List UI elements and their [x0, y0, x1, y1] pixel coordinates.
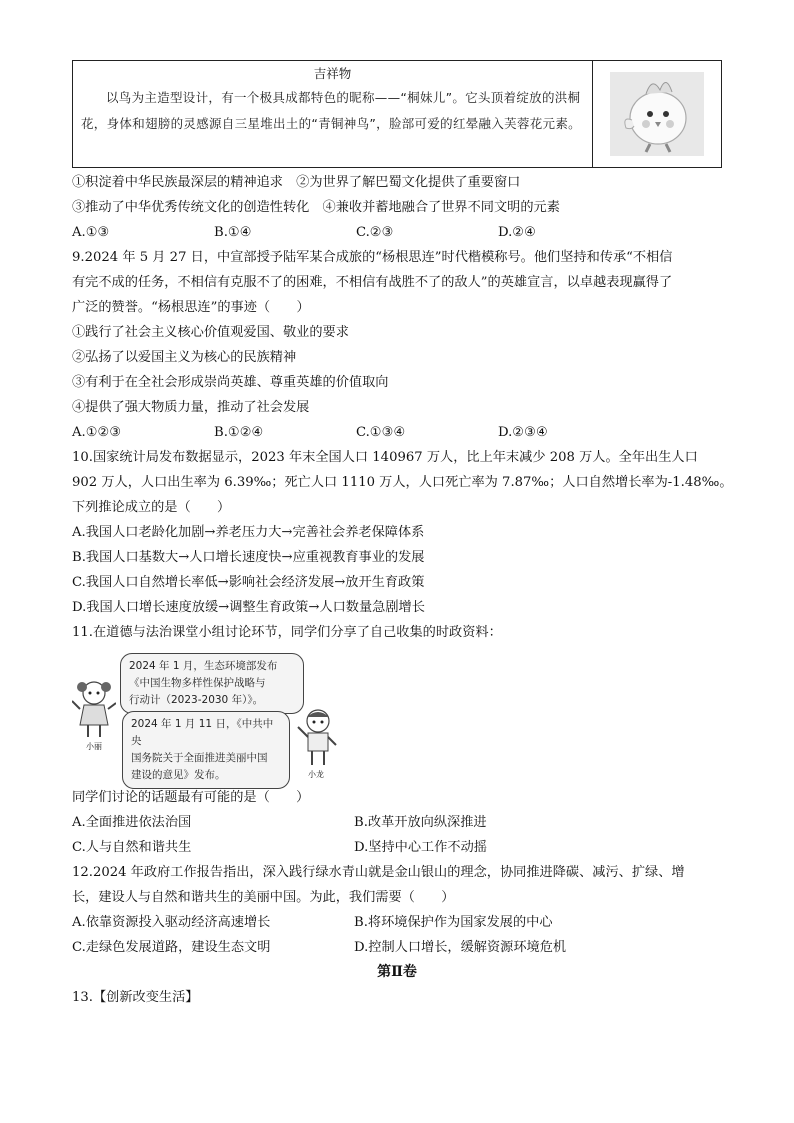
q9-item-1: ①践行了社会主义核心价值观爱国、敬业的要求	[72, 325, 349, 340]
q11-stem: 11.在道德与法治课堂小组讨论环节，同学们分享了自己收集的时政资料：	[72, 625, 502, 640]
kid1-label: 小丽	[86, 742, 102, 751]
q9-option-c[interactable]: C.①③④	[356, 425, 406, 440]
q10-stem-line-3: 下列推论成立的是（ ）	[72, 500, 231, 515]
q8-item-2: ③推动了中华优秀传统文化的创造性转化 ④兼收并蓄地融合了世界不同文明的元素	[72, 200, 560, 215]
q10-option-b[interactable]: B.我国人口基数大→人口增长速度快→应重视教育事业的发展	[72, 550, 425, 565]
mascot-title: 吉祥物	[313, 66, 352, 81]
q8-option-d[interactable]: D.②④	[498, 225, 536, 240]
q9-item-3: ③有利于在全社会形成崇尚英雄、尊重英雄的价值取向	[72, 375, 389, 390]
q11-question: 同学们讨论的话题最有可能的是（ ）	[72, 790, 310, 805]
mascot-box	[72, 60, 722, 168]
q11-options-row-1	[72, 810, 722, 835]
bubble2-line-1: 2024 年 1 月 11 日，《中共中央	[131, 718, 274, 747]
q9-stem-line-2: 有完不成的任务，不相信有克服不了的困难，不相信有战胜不了的敌人”的英雄宣言，以卓越表现赢得了	[72, 275, 673, 290]
q12-option-a[interactable]: A.依靠资源投入驱动经济高速增长	[72, 915, 271, 930]
q11-option-d[interactable]: D.坚持中心工作不动摇	[354, 840, 487, 855]
bird-mascot-icon	[602, 68, 712, 160]
mascot-image-cell	[593, 61, 721, 167]
q12-stem-line-2: 长，建设人与自然和谐共生的美丽中国。为此，我们需要（ ）	[72, 890, 455, 905]
q12-options-row-2	[72, 935, 722, 960]
mascot-text-cell	[73, 61, 593, 167]
q12-stem-line-1: 12.2024 年政府工作报告指出，深入践行绿水青山就是金山银山的理念，协同推进降碳、减污、扩绿、增	[72, 865, 685, 880]
q9-option-a[interactable]: A.①②③	[72, 425, 122, 440]
q8-options	[72, 220, 722, 245]
q8-item-1: ①积淀着中华民族最深层的精神追求 ②为世界了解巴蜀文化提供了重要窗口	[72, 175, 521, 190]
q13-heading: 13.【创新改变生活】	[72, 990, 199, 1005]
exam-page	[72, 60, 733, 1010]
q10-option-a[interactable]: A.我国人口老龄化加剧→养老压力大→完善社会养老保障体系	[72, 525, 425, 540]
q8-option-c[interactable]: C.②③	[356, 225, 394, 240]
q9-item-4: ④提供了强大物质力量，推动了社会发展	[72, 400, 310, 415]
q10-stem-line-2: 902 万人，人口出生率为 6.39‰；死亡人口 1110 万人，人口死亡率为 7.87‰；人口自然增长率为-1.48‰。	[72, 475, 733, 490]
q10-option-c[interactable]: C.我国人口自然增长率低→影响社会经济发展→放开生育政策	[72, 575, 425, 590]
section-title: 第Ⅱ卷	[377, 964, 417, 980]
q10-stem-line-1: 10.国家统计局发布数据显示，2023 年末全国人口 140967 万人，比上年末减少 208 万人。全年出生人口	[72, 450, 698, 465]
q9-item-2: ②弘扬了以爱国主义为核心的民族精神	[72, 350, 297, 365]
q11-option-c[interactable]: C.人与自然和谐共生	[72, 840, 192, 855]
q12-option-b[interactable]: B.将环境保护作为国家发展的中心	[354, 915, 553, 930]
q11-options-row-2	[72, 835, 722, 860]
q10-option-d[interactable]: D.我国人口增长速度放缓→调整生育政策→人口数量急剧增长	[72, 600, 425, 615]
q12-options-row-1	[72, 910, 722, 935]
bubble1-line-3: 行动计（2023-2030 年）》。	[129, 694, 264, 706]
mascot-description: 以鸟为主造型设计，有一个极具成都特色的昵称——“桐妹儿”。它头顶着绽放的洪桐花，身体和翅膀的灵感源自三星堆出土的“青铜神鸟”，脸部可爱的红晕融入芙蓉花元素。	[81, 90, 581, 131]
q8-option-a[interactable]: A.①③	[72, 225, 110, 240]
q9-stem-line-3: 广泛的赞誉。“杨根思连”的事迹（ ）	[72, 300, 310, 315]
kid2-label: 小龙	[308, 770, 324, 779]
speech-bubble-2	[122, 711, 290, 789]
q9-option-d[interactable]: D.②③④	[498, 425, 548, 440]
bubble2-line-3: 建设的意见》发布。	[131, 769, 226, 781]
q12-option-d[interactable]: D.控制人口增长，缓解资源环境危机	[354, 940, 567, 955]
q12-option-c[interactable]: C.走绿色发展道路，建设生态文明	[72, 940, 271, 955]
q11-option-a[interactable]: A.全面推进依法治国	[72, 815, 192, 830]
q9-options	[72, 420, 722, 445]
q8-option-b[interactable]: B.①④	[214, 225, 252, 240]
bubble1-line-1: 2024 年 1 月，生态环境部发布	[129, 660, 278, 672]
q9-stem-line-1: 9.2024 年 5 月 27 日，中宣部授予陆军某合成旅的“杨根思连”时代楷模称号。他们坚持和传承“不相信	[72, 250, 673, 265]
speech-bubble-1	[120, 653, 304, 714]
boy-student-icon	[296, 707, 340, 769]
bubble2-line-2: 国务院关于全面推进美丽中国	[131, 752, 268, 764]
q11-comic	[72, 649, 342, 781]
q9-option-b[interactable]: B.①②④	[214, 425, 264, 440]
bubble1-line-2: 《中国生物多样性保护战略与	[129, 677, 266, 689]
girl-student-icon	[72, 679, 116, 741]
q11-option-b[interactable]: B.改革开放向纵深推进	[354, 815, 487, 830]
